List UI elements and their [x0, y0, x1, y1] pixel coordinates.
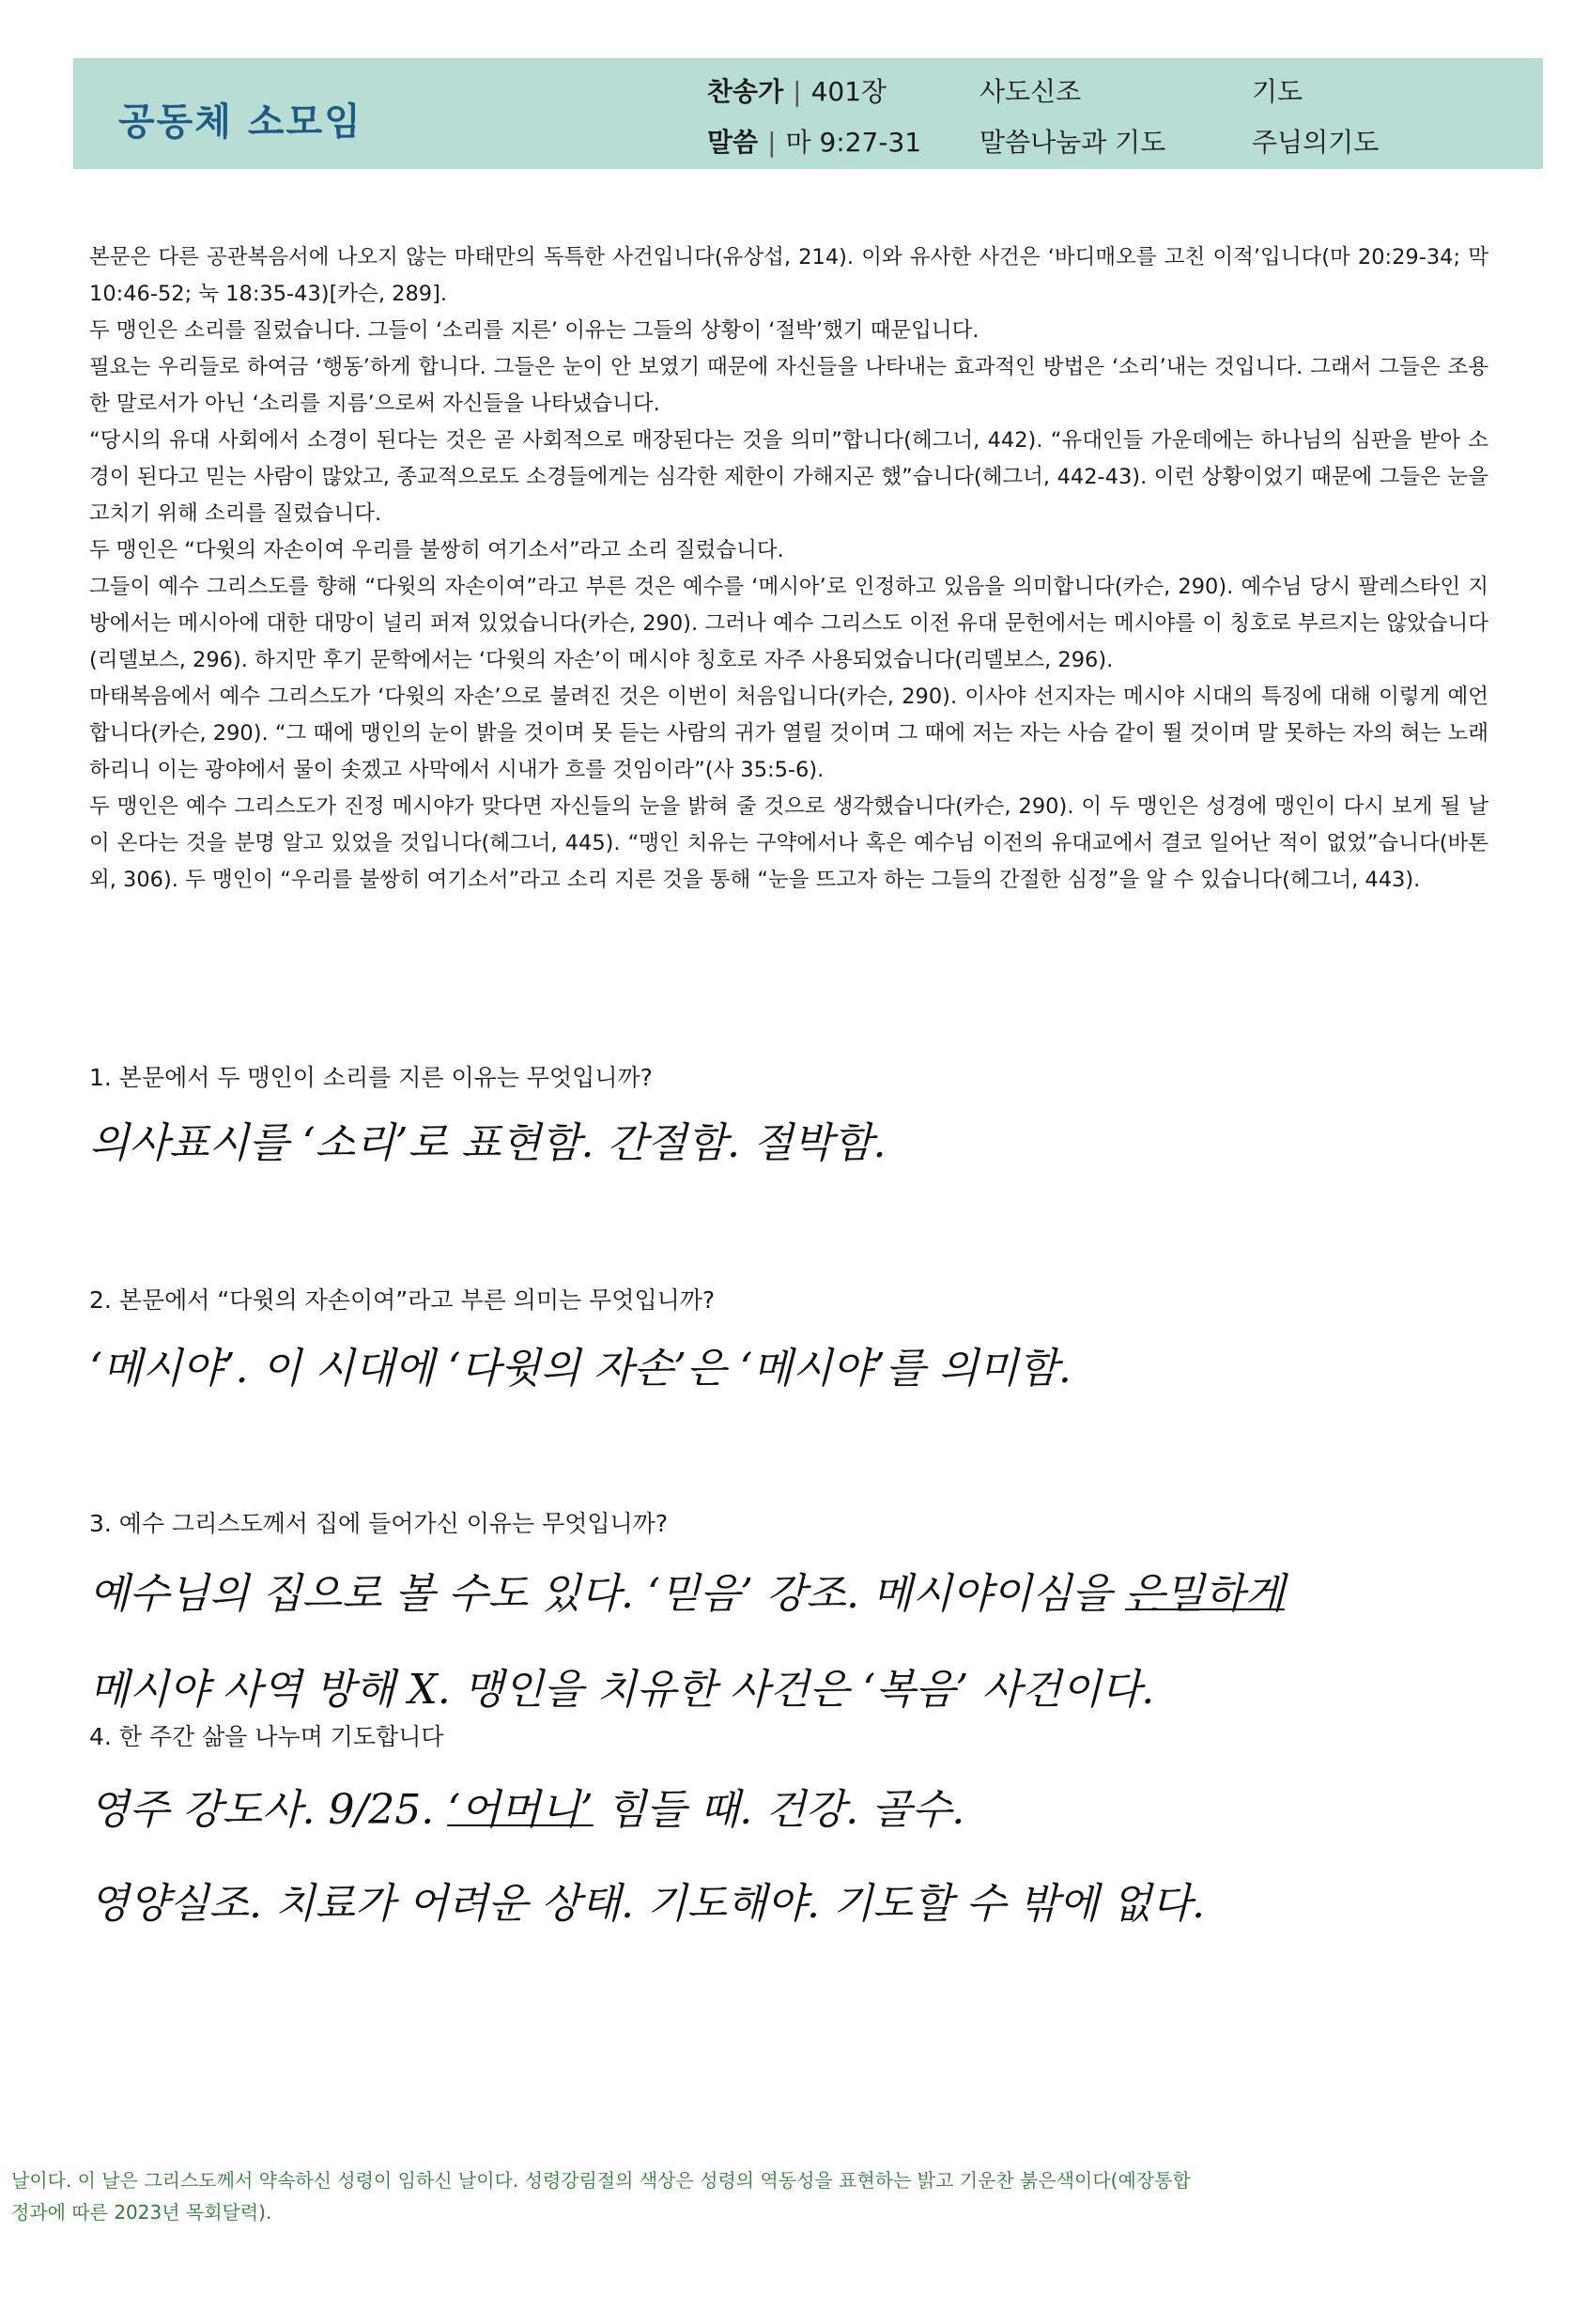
handwritten-answer-1: 의사표시를 ‘소리’로 표현함. 간절함. 절박함.	[89, 1119, 887, 1167]
header-banner	[73, 58, 1543, 169]
hymn-label: 찬송가	[707, 76, 784, 107]
prayer-item: 기도	[1252, 76, 1303, 107]
question-4: 4. 한 주간 삶을 나누며 기도합니다	[89, 1723, 444, 1750]
footer-line: 날이다. 이 날은 그리스도께서 약속하신 성령이 임하신 날이다. 성령강림절의 색상은 성령의 역동성을 표현하는 밝고 기운찬 붉은색이다(예장통합	[11, 2169, 1191, 2192]
handwritten-answer-3-line-1: 예수님의 집으로 볼 수도 있다. ‘믿음’ 강조. 메시야이심을 은밀하게	[89, 1570, 1285, 1618]
commentary-paragraph: 두 맹인은 소리를 질렀습니다. 그들이 ‘소리를 지른’ 이유는 그들의 상황이 ‘절박’했기 때문입니다.	[89, 318, 979, 343]
footer-note	[11, 2164, 1551, 2228]
handwritten-answer-4-line-2: 영양실조. 치료가 어려운 상태. 기도해야. 기도할 수 밖에 없다.	[89, 1880, 1205, 1928]
commentary-paragraph: 두 맹인은 예수 그리스도가 진정 메시야가 맞다면 자신들의 눈을 밝혀 줄 것으로 생각했습니다(카슨, 290). 이 두 맹인은 성경에 맹인이 다시 보게 될 날이 온다는 것을 분명 알고 있었을 것입니다(헤그너, 445). “맹인 치유는 구약에서나 혹은 예수님 이전의 유대교에서 결코 일어난 적이 없었”습니다(바톤 외, 306). 두 맹인이 “우리를 불쌍히 여기소서”라고 소리 지른 것을 통해 “눈을 뜨고자 하는 그들의 간절한 심정”을 알 수 있습니다(헤그너, 443).	[89, 794, 1488, 892]
handwritten-answer-4-line-1: 영주 강도사. 9/25. ‘어머니’ 힘들 때. 건강. 골수.	[89, 1786, 965, 1834]
hymn-info: 찬송가 | 401장	[707, 76, 887, 107]
lords-prayer-item: 주님의기도	[1252, 127, 1380, 158]
handwritten-answer-2: ‘메시야’. 이 시대에 ‘다윗의 자손’은 ‘메시야’를 의미함.	[89, 1345, 1072, 1393]
commentary-paragraph: 본문은 다른 공관복음서에 나오지 않는 마태만의 독특한 사건입니다(유상섭, 214). 이와 유사한 사건은 ‘바디매오를 고친 이적’입니다(마 20:29-34; 막 10:46-52; 눅 18:35-43)[카슨, 289].	[89, 245, 1488, 306]
question-1: 1. 본문에서 두 맹인이 소리를 지른 이유는 무엇입니까?	[89, 1064, 653, 1091]
handwritten-answer-3-line-2: 메시야 사역 방해 X. 맹인을 치유한 사건은 ‘복음’ 사건이다.	[89, 1666, 1155, 1714]
commentary-paragraph: 필요는 우리들로 하여금 ‘행동’하게 합니다. 그들은 눈이 안 보였기 때문에 자신들을 나타내는 효과적인 방법은 ‘소리’내는 것입니다. 그래서 그들은 조용한 말로서가 아닌 ‘소리를 지름’으로써 자신들을 나타냈습니다.	[89, 355, 1488, 416]
underlined-phrase: 은밀하게	[1124, 1570, 1285, 1618]
hymn-value: 401장	[810, 76, 887, 107]
underlined-phrase: ‘어머니’	[447, 1786, 594, 1834]
commentary-paragraph: 마태복음에서 예수 그리스도가 ‘다윗의 자손’으로 불려진 것은 이번이 처음입니다(카슨, 290). 이사야 선지자는 메시야 시대의 특징에 대해 이렇게 예언합니다(카슨, 290). “그 때에 맹인의 눈이 밝을 것이며 못 듣는 사람의 귀가 열릴 것이며 그 때에 저는 자는 사슴 같이 뛸 것이며 말 못하는 자의 혀는 노래하리니 이는 광야에서 물이 솟겠고 사막에서 시내가 흐를 것임이라”(사 35:5-6).	[89, 685, 1488, 782]
commentary-paragraph: 두 맹인은 “다윗의 자손이여 우리를 불쌍히 여기소서”라고 소리 질렀습니다.	[89, 538, 784, 562]
commentary-text	[89, 239, 1488, 899]
scripture-info: 말씀 | 마 9:27-31	[707, 127, 922, 158]
scripture-label: 말씀	[707, 127, 759, 158]
question-2: 2. 본문에서 “다윗의 자손이여”라고 부른 의미는 무엇입니까?	[89, 1286, 716, 1314]
question-3: 3. 예수 그리스도께서 집에 들어가신 이유는 무엇입니까?	[89, 1510, 669, 1537]
commentary-paragraph: “당시의 유대 사회에서 소경이 된다는 것은 곧 사회적으로 매장된다는 것을 의미”합니다(헤그너, 442). “유대인들 가운데에는 하나님의 심판을 받아 소경이 된다고 믿는 사람이 많았고, 종교적으로도 소경들에게는 심각한 제한이 가해지곤 했”습니다(헤그너, 442-43). 이런 상황이었기 때문에 그들은 눈을 고치기 위해 소리를 질렀습니다.	[89, 428, 1488, 526]
creed-item: 사도신조	[979, 76, 1082, 107]
page-title: 공동체 소모임	[118, 100, 362, 144]
sharing-item: 말씀나눔과 기도	[979, 127, 1166, 158]
footer-line: 정과에 따른 2023년 목회달력).	[11, 2201, 272, 2224]
scripture-value: 마 9:27-31	[785, 127, 922, 158]
commentary-paragraph: 그들이 예수 그리스도를 향해 “다윗의 자손이여”라고 부른 것은 예수를 ‘메시아’로 인정하고 있음을 의미합니다(카슨, 290). 예수님 당시 팔레스타인 지방에서는 메시아에 대한 대망이 널리 퍼져 있었습니다(카슨, 290). 그러나 예수 그리스도 이전 유대 문헌에서는 메시야를 이 칭호로 부르지는 않았습니다(리델보스, 296). 하지만 후기 문학에서는 ‘다윗의 자손’이 메시야 칭호로 자주 사용되었습니다(리델보스, 296).	[89, 575, 1488, 672]
